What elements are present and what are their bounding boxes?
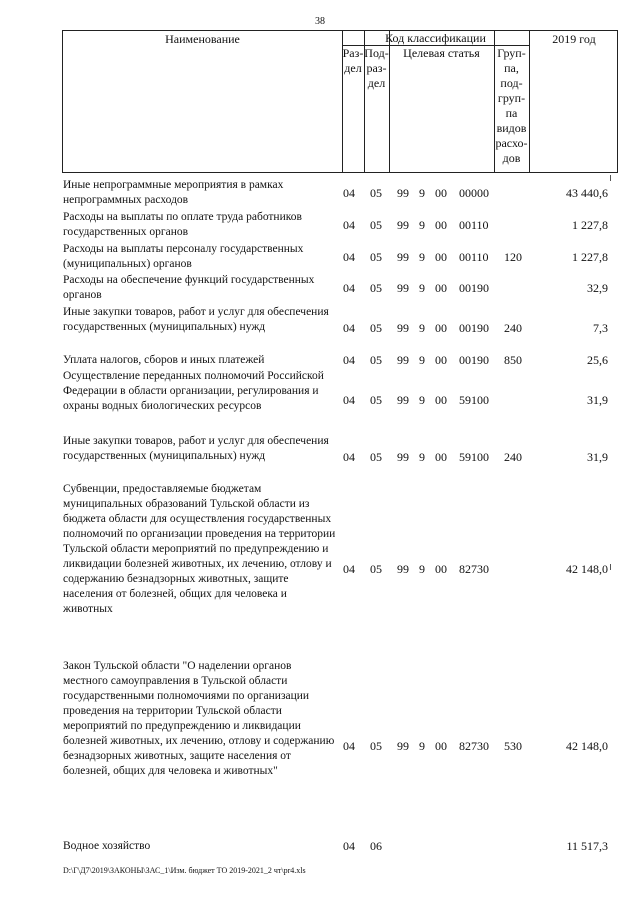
row-amount: 1 227,8 <box>572 218 608 232</box>
row-amount: 31,9 <box>587 393 608 407</box>
row-target-2: 9 <box>419 739 425 753</box>
row-subsection: 05 <box>370 186 382 200</box>
row-target-1: 99 <box>397 218 409 232</box>
row-section: 04 <box>343 450 355 464</box>
row-amount: 43 440,6 <box>566 186 608 200</box>
row-section: 04 <box>343 839 355 853</box>
row-target-4: 59100 <box>459 393 489 407</box>
row-subsection: 05 <box>370 281 382 295</box>
row-target-4: 00190 <box>459 281 489 295</box>
row-name: Водное хозяйство <box>63 840 151 852</box>
row-section: 04 <box>343 186 355 200</box>
header-divider <box>529 31 530 172</box>
scan-mark <box>610 175 611 181</box>
row-target-2: 9 <box>419 186 425 200</box>
row-section: 04 <box>343 250 355 264</box>
row-target-1: 99 <box>397 450 409 464</box>
row-section: 04 <box>343 739 355 753</box>
row-target-1: 99 <box>397 353 409 367</box>
row-target-3: 00 <box>435 281 447 295</box>
row-name: Осуществление переданных полномочий Российской Федерации в области организации, регулирования и охраны водных биологических ресурсов <box>63 370 324 412</box>
row-target-1: 99 <box>397 562 409 576</box>
row-subsection: 05 <box>370 218 382 232</box>
row-subsection: 05 <box>370 739 382 753</box>
row-amount: 1 227,8 <box>572 250 608 264</box>
header-section: Раз- дел <box>342 46 364 75</box>
row-target-3: 00 <box>435 186 447 200</box>
row-target-1: 99 <box>397 186 409 200</box>
row-name: Субвенции, предоставляемые бюджетам муниципальных образований Тульской области из бюджета области для осуществления государственных полномочий по организации проведения на территории Тульской области мероприятий по предупреждению и ликвидации болезней животных, их лечению, отлову и содержанию безнадзорных животных, защите населения от болезней, общих для человека и животных <box>63 483 336 615</box>
page-number: 38 <box>315 16 325 27</box>
row-target-3: 00 <box>435 353 447 367</box>
row-name: Иные закупки товаров, работ и услуг для обеспечения государственных (муниципальных) нужд <box>63 435 329 462</box>
row-section: 04 <box>343 562 355 576</box>
header-subsection: Под- раз- дел <box>364 46 389 90</box>
row-target-1: 99 <box>397 739 409 753</box>
row-target-1: 99 <box>397 250 409 264</box>
table-header <box>62 30 618 173</box>
row-target-4: 00110 <box>459 250 489 264</box>
row-target-3: 00 <box>435 321 447 335</box>
row-name: Расходы на выплаты персоналу государственных (муниципальных) органов <box>63 243 304 270</box>
row-target-4: 82730 <box>459 562 489 576</box>
header-target: Целевая статья <box>403 46 480 60</box>
row-section: 04 <box>343 281 355 295</box>
row-section: 04 <box>343 218 355 232</box>
row-target-3: 00 <box>435 739 447 753</box>
row-expense-type: 850 <box>504 353 522 367</box>
row-expense-type: 120 <box>504 250 522 264</box>
row-target-2: 9 <box>419 450 425 464</box>
row-section: 04 <box>343 393 355 407</box>
row-target-2: 9 <box>419 393 425 407</box>
row-name: Иные закупки товаров, работ и услуг для обеспечения государственных (муниципальных) нужд <box>63 306 329 333</box>
row-target-2: 9 <box>419 281 425 295</box>
row-target-2: 9 <box>419 321 425 335</box>
row-target-2: 9 <box>419 353 425 367</box>
row-amount: 31,9 <box>587 450 608 464</box>
row-subsection: 05 <box>370 393 382 407</box>
row-subsection: 05 <box>370 450 382 464</box>
row-name: Расходы на обеспечение функций государственных органов <box>63 274 315 301</box>
row-target-3: 00 <box>435 250 447 264</box>
row-name: Закон Тульской области "О наделении органов местного самоуправления в Тульской области государственными полномочиями по организации проведения на территории Тульской области мероприятий по предупреждению и ликвидации болезней животных, их лечению, отлову и содержанию безнадзорных животных, защите населения от болезней, общих для человека и животных" <box>63 660 335 777</box>
row-target-4: 00000 <box>459 186 489 200</box>
row-amount: 7,3 <box>593 321 608 335</box>
row-section: 04 <box>343 353 355 367</box>
row-name: Иные непрограммные мероприятия в рамках непрограммных расходов <box>63 179 284 206</box>
row-target-4: 00190 <box>459 321 489 335</box>
row-target-3: 00 <box>435 450 447 464</box>
row-target-4: 00110 <box>459 218 489 232</box>
row-target-4: 82730 <box>459 739 489 753</box>
row-target-2: 9 <box>419 562 425 576</box>
row-subsection: 06 <box>370 839 382 853</box>
row-target-3: 00 <box>435 393 447 407</box>
header-group: Груп- па, под- груп- па видов расхо- дов <box>495 46 528 165</box>
row-expense-type: 240 <box>504 450 522 464</box>
row-target-4: 00190 <box>459 353 489 367</box>
row-amount: 25,6 <box>587 353 608 367</box>
row-subsection: 05 <box>370 562 382 576</box>
row-amount: 32,9 <box>587 281 608 295</box>
row-amount: 42 148,0 <box>566 562 608 576</box>
file-path-footer: D:\Г\Д7\2019\ЗАКОНЫ\ЗАС_1\Изм. бюджет ТО 2019-2021_2 чт\pr4.xls <box>63 866 306 875</box>
row-target-2: 9 <box>419 218 425 232</box>
row-target-1: 99 <box>397 281 409 295</box>
row-amount: 42 148,0 <box>566 739 608 753</box>
header-classification: Код классификации <box>385 31 486 45</box>
header-year: 2019 год <box>552 32 596 46</box>
scan-mark <box>610 564 611 570</box>
row-amount: 11 517,3 <box>566 839 608 853</box>
row-target-2: 9 <box>419 250 425 264</box>
row-subsection: 05 <box>370 250 382 264</box>
row-subsection: 05 <box>370 321 382 335</box>
row-target-3: 00 <box>435 562 447 576</box>
row-target-1: 99 <box>397 321 409 335</box>
header-name: Наименование <box>165 32 240 46</box>
row-section: 04 <box>343 321 355 335</box>
row-target-3: 00 <box>435 218 447 232</box>
row-target-1: 99 <box>397 393 409 407</box>
row-expense-type: 530 <box>504 739 522 753</box>
row-name: Расходы на выплаты по оплате труда работников государственных органов <box>63 211 302 238</box>
row-subsection: 05 <box>370 353 382 367</box>
row-expense-type: 240 <box>504 321 522 335</box>
row-name: Уплата налогов, сборов и иных платежей <box>63 354 265 366</box>
row-target-4: 59100 <box>459 450 489 464</box>
